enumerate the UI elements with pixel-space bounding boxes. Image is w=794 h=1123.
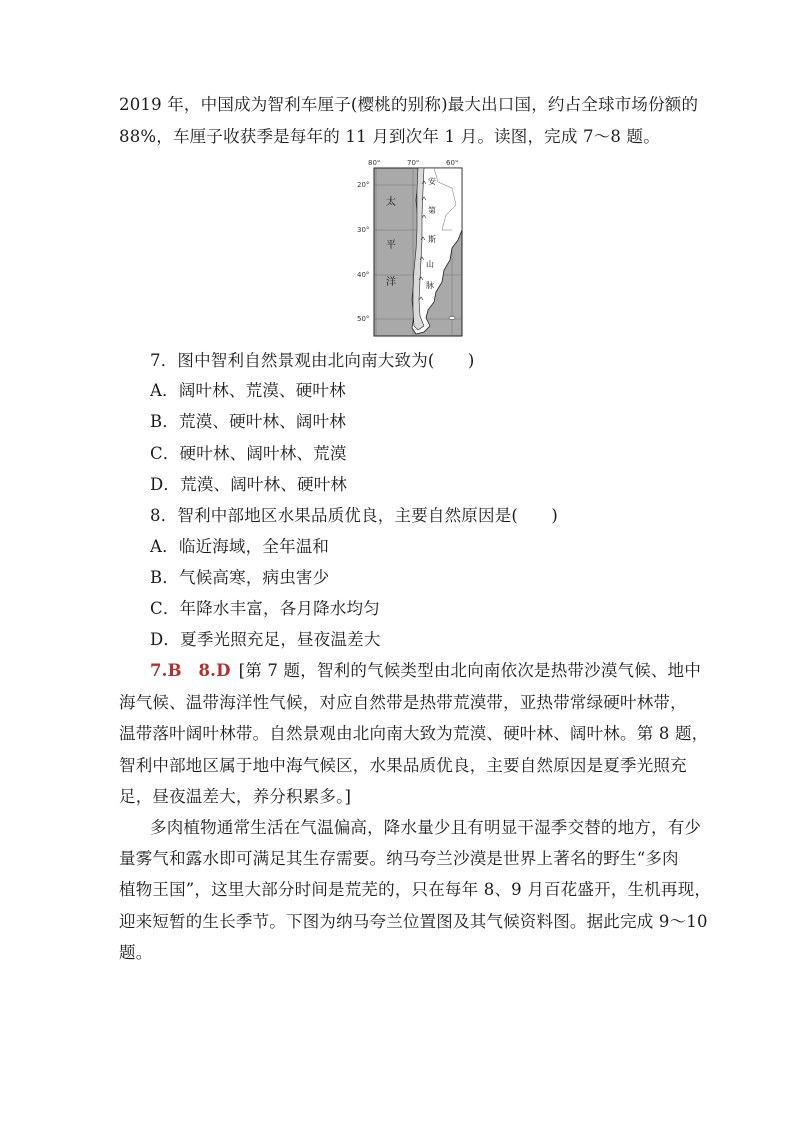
question-8-option-a: A．临近海域，全年温和: [150, 537, 330, 556]
question-7-option-d: D．荒漠、阔叶林、硬叶林: [150, 475, 348, 494]
ocean-label-char: 洋: [386, 277, 396, 288]
answer-explanation-line-1: [150, 660, 701, 682]
map-lat-label: 30°: [357, 226, 370, 234]
falkland-islands: [449, 316, 455, 319]
andes-label-char: 斯: [428, 235, 436, 244]
question-8-stem: 8．智利中部地区水果品质优良，主要自然原因是( ): [150, 506, 559, 525]
intro-paragraph-2-line-5: 题。: [119, 943, 153, 962]
question-7-option-c: C．硬叶林、阔叶林、荒漠: [150, 444, 347, 463]
map-lat-label: 20°: [357, 181, 370, 189]
intro-paragraph-2-line-1: 多肉植物通常生活在气温偏高，降水量少且有明显干湿季交替的地方，有少: [150, 818, 702, 837]
andes-label-char: 安: [428, 177, 436, 186]
answer-explanation-line-3: 温带落叶阔叶林带。自然景观由北向南大致为荒漠、硬叶林、阔叶林。第 8 题，: [119, 724, 709, 743]
answer-explanation-line-2: 海气候、温带海洋性气候，对应自然带是热带荒漠带，亚热带常绿硬叶林带，: [119, 693, 687, 712]
intro-paragraph-2-line-3: 植物王国”，这里大部分时间是荒芜的，只在每年 8、9 月百花盛开，生机再现，: [119, 880, 712, 899]
map-lat-label: 40°: [357, 271, 370, 279]
intro-paragraph-2-line-2: 量雾气和露水即可满足其生存需要。纳马夸兰沙漠是世界上著名的野生“多肉: [119, 849, 679, 868]
ocean-label-char: 太: [386, 197, 396, 208]
chile-map: [356, 160, 466, 340]
intro-paragraph-1-line-1: 2019 年，中国成为智利车厘子(樱桃的别称)最大出口国，约占全球市场份额的: [119, 95, 699, 114]
map-lat-label: 50°: [357, 315, 370, 323]
andes-label-char: 第: [428, 206, 436, 215]
map-lon-label: 80°: [368, 160, 381, 167]
question-7-option-a: A．阔叶林、荒漠、硬叶林: [150, 381, 346, 400]
andes-label-char: 山: [426, 260, 434, 269]
intro-paragraph-1-line-2: 88%，车厘子收获季是每年的 11 月到次年 1 月。读图，完成 7～8 题。: [119, 127, 660, 146]
question-7-option-b: B．荒漠、硬叶林、阔叶林: [150, 412, 347, 431]
question-7-stem: 7．图中智利自然景观由北向南大致为( ): [150, 351, 475, 370]
map-lon-label: 70°: [407, 160, 420, 167]
answer-explanation-line-5: 足，昼夜温差大，养分积累多。]: [119, 787, 352, 806]
intro-paragraph-2-line-4: 迎来短暂的生长季节。下图为纳马夸兰位置图及其气候资料图。据此完成 9～10: [119, 912, 708, 931]
question-8-option-b: B．气候高寒，病虫害少: [150, 568, 330, 587]
andes-label-char: 脉: [426, 281, 434, 290]
answer-text: [第 7 题，智利的气候类型由北向南依次是热带沙漠气候、地中: [238, 661, 702, 680]
map-lon-label: 60°: [446, 160, 459, 167]
answer-key: 7.B 8.D: [150, 661, 231, 680]
answer-explanation-line-4: 智利中部地区属于地中海气候区，水果品质优良，主要自然原因是夏季光照充: [119, 756, 687, 775]
ocean-label-char: 平: [386, 240, 396, 251]
chile-map-graphic: [356, 160, 466, 340]
question-8-option-c: C．年降水丰富，各月降水均匀: [150, 599, 380, 618]
question-8-option-d: D．夏季光照充足，昼夜温差大: [150, 630, 381, 649]
